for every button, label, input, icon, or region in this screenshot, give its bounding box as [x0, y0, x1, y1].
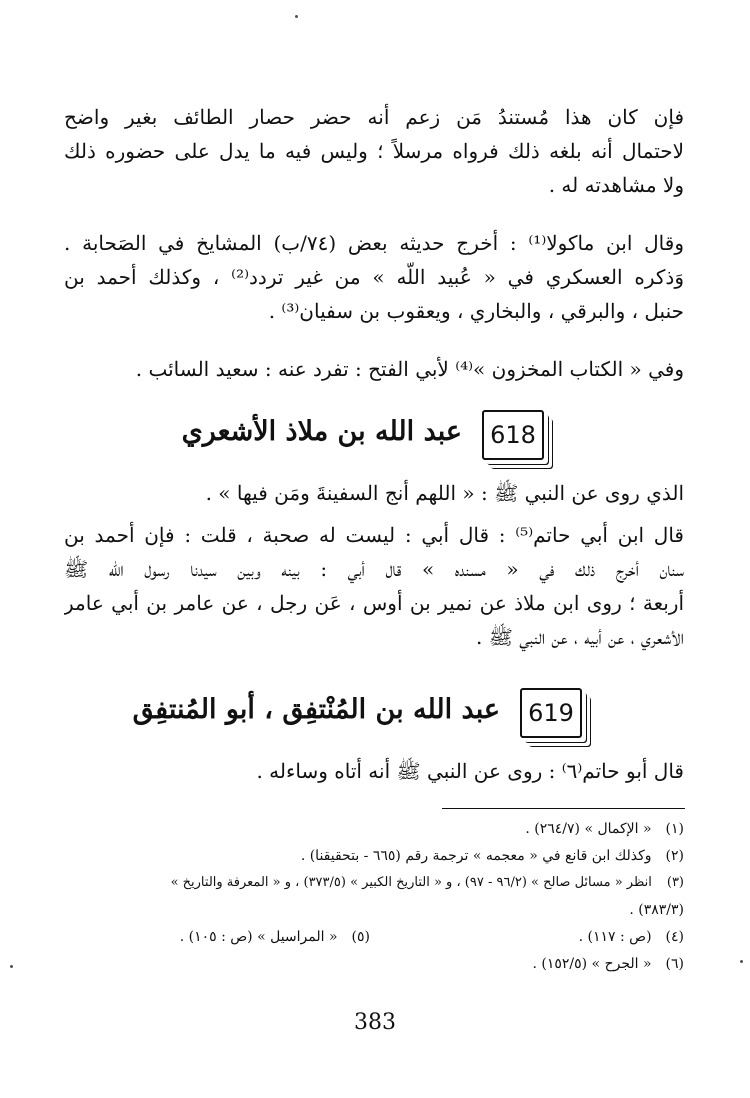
footnote-text: « الإكمال » (٢٦٤/٧) .	[525, 821, 652, 837]
scan-speck	[295, 15, 298, 18]
footnote-text: وكذلك ابن قانع في « معجمه » ترجمة رقم (٦٦٥ - بتحقيقنا) .	[300, 848, 652, 864]
text-line: أربعة ؛ روى ابن ملاذ عن نمير بن أوس ، عَن رجل ، عن عامر بن أبي عامر	[64, 591, 684, 615]
text-line: فإن كان هذا مُستندُ مَن زعم أنه حضر حصار الطائف بغير واضح	[64, 105, 684, 129]
footnote-text: « الجرح » (١٥٢/٥) .	[532, 956, 652, 972]
footnote-text: (٣٨٣/٣) .	[629, 902, 684, 918]
text-line: قال ابن أبي حاتم⁽⁵⁾ : قال أبي : ليست له صحبة ، قلت : فإن أحمد بن	[64, 523, 684, 547]
text-line: حنبل ، والبرقي ، والبخاري ، ويعقوب بن سفيان⁽³⁾ .	[268, 299, 684, 323]
paragraph-1	[64, 100, 684, 202]
footnote-6	[54, 953, 684, 975]
entry-title: عبد الله بن المُنْتفِق ، أبو المُنتفِق	[132, 694, 500, 725]
footnote-1	[54, 818, 684, 840]
text-line: وقال ابن ماكولا⁽¹⁾ : أخرج حديثه بعض (٧٤/ب) المشايخ في الصَحابة .	[64, 231, 684, 255]
footnote-2	[54, 845, 684, 867]
text-line: الأشعري ، عن أبيه ، عن النبي ﷺ .	[476, 625, 684, 649]
footnote-number: (٦)	[665, 956, 684, 972]
entry-title: عبد الله بن ملاذ الأشعري	[181, 416, 462, 447]
entry-number-box: 618	[482, 410, 544, 460]
footnote-number: (٢)	[665, 848, 684, 864]
scan-speck	[740, 960, 743, 963]
text-line: سنان أخرج ذلك في « مسنده » قال أبي : بينه وبين سيدنا رسول اللّه ﷺ	[64, 557, 684, 581]
paragraph-6	[64, 754, 684, 788]
footnote-separator	[442, 808, 685, 809]
paragraph-4	[64, 476, 684, 510]
footnote-number: (١)	[665, 821, 684, 837]
footnote-text: (ص : ١١٧) .	[578, 929, 652, 945]
footnote-3	[54, 872, 684, 894]
text-line: ولا مشاهدته له .	[548, 173, 684, 197]
entry-heading-619	[0, 688, 750, 748]
footnote-text: انظر « مسائل صالح » (٩٦/٢ - ٩٧) ، و « التاريخ الكبير » (٣٧٣/٥) ، و « المعرفة والتاريخ »	[170, 875, 652, 890]
paragraph-5	[64, 518, 684, 654]
footnote-text: « المراسيل » (ص : ١٠٥) .	[179, 929, 338, 945]
footnote-number: (٥)	[351, 929, 370, 945]
footnote-5	[180, 926, 370, 948]
footnote-number: (٣)	[666, 875, 684, 890]
text-line: لاحتمال أنه بلغه ذلك فرواه مرسلاً ؛ وليس فيه ما يدل على حضوره ذلك	[64, 139, 684, 163]
scan-speck	[10, 965, 13, 968]
paragraph-2	[64, 226, 684, 328]
text-line: وفي « الكتاب المخزون »⁽⁴⁾ لأبي الفتح : تفرد عنه : سعيد السائب .	[135, 357, 684, 381]
text-line: قال أبو حاتم⁽٦⁾ : روى عن النبي ﷺ أنه أتاه وساءله .	[256, 759, 684, 783]
entry-heading-618	[0, 410, 750, 470]
text-line: وَذكره العسكري في « عُبيد اللّه » من غير تردد⁽²⁾ ، وكذلك أحمد بن	[64, 265, 684, 289]
footnote-3-continued	[54, 899, 684, 921]
footnote-number: (٤)	[665, 929, 684, 945]
page-number: 383	[354, 1010, 396, 1035]
text-line: الذي روى عن النبي ﷺ : « اللهم أنج السفينةَ ومَن فيها » .	[205, 481, 684, 505]
entry-number-box: 619	[520, 688, 582, 738]
paragraph-3	[64, 352, 684, 386]
